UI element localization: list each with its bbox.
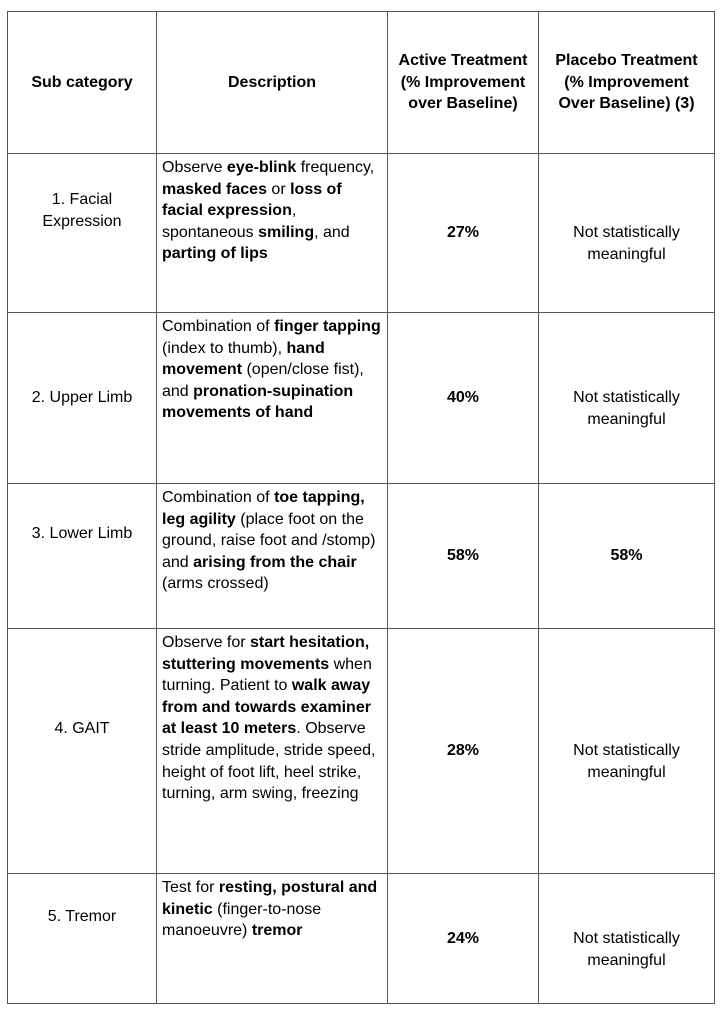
description-text: (open/close fist), and	[162, 361, 364, 400]
description-emphasis: smiling	[258, 223, 315, 241]
description-text: (place foot on the ground, raise foot and /stomp) and	[162, 510, 376, 571]
header-description: Description	[157, 12, 388, 154]
table-row	[8, 629, 715, 874]
description-text: Test for	[162, 879, 219, 896]
description-text: . Observe stride amplitude, stride speed, height of foot lift, heel strike, turning, arm swing, freezing	[162, 720, 376, 803]
description-text: Observe	[162, 159, 227, 176]
sub-category-cell: 4. GAIT	[8, 629, 157, 874]
description-emphasis: walk away from and towards examiner at least 10 meters	[162, 677, 371, 738]
header-placebo-treatment: Placebo Treatment (% Improvement Over Baseline) (3)	[539, 12, 715, 154]
active-value: 40%	[388, 313, 539, 484]
description-emphasis: toe tapping, leg agility	[162, 489, 365, 528]
description-emphasis: hand movement	[162, 339, 325, 379]
active-value: 24%	[388, 874, 539, 1004]
description-text: , and	[314, 223, 350, 241]
description-emphasis: resting, postural and kinetic	[162, 879, 378, 918]
description-emphasis: tremor	[251, 922, 303, 940]
description-text: or	[266, 180, 291, 198]
active-value: 58%	[388, 484, 539, 629]
placebo-value: Not statistically meaningful	[539, 154, 715, 313]
description-cell	[157, 313, 388, 484]
description-text: frequency,	[296, 159, 375, 176]
description-emphasis: finger tapping	[274, 318, 381, 335]
active-value: 27%	[388, 154, 539, 313]
description-text: Combination of	[162, 318, 275, 335]
results-table	[7, 11, 715, 1004]
sub-category-cell: 1. Facial Expression	[8, 154, 157, 313]
placebo-value: 58%	[539, 484, 715, 629]
description-text: (finger-to-nose manoeuvre)	[162, 900, 322, 940]
table-row	[8, 154, 715, 313]
header-sub-category: Sub category	[8, 12, 157, 154]
description-cell	[157, 154, 388, 313]
description-cell	[157, 484, 388, 629]
active-value: 28%	[388, 629, 539, 874]
description-emphasis: pronation-supination movements of hand	[162, 382, 354, 422]
placebo-value: Not statistically meaningful	[539, 313, 715, 484]
table-row	[8, 874, 715, 1004]
sub-category-cell: 5. Tremor	[8, 874, 157, 1004]
description-emphasis: eye-blink	[226, 159, 297, 176]
description-emphasis: masked faces	[162, 180, 267, 198]
description-text: (arms crossed)	[162, 575, 269, 593]
description-emphasis: loss of facial expression	[162, 180, 342, 220]
placebo-value: Not statistically meaningful	[539, 629, 715, 874]
description-emphasis: parting of lips	[162, 245, 268, 263]
description-text: when turning. Patient to	[162, 655, 372, 695]
table-row	[8, 313, 715, 484]
description-cell	[157, 629, 388, 874]
sub-category-cell: 3. Lower Limb	[8, 484, 157, 629]
sub-category-cell: 2. Upper Limb	[8, 313, 157, 484]
description-text: , spontaneous	[162, 202, 297, 241]
table-header-row	[8, 12, 715, 154]
description-emphasis: start hesitation, stuttering movements	[162, 634, 370, 673]
description-text: (index to thumb),	[162, 339, 287, 357]
description-text: Combination of	[162, 489, 275, 506]
description-cell	[157, 874, 388, 1004]
description-text: Observe for	[162, 634, 251, 651]
description-emphasis: arising from the chair	[193, 553, 357, 571]
placebo-value: Not statistically meaningful	[539, 874, 715, 1004]
header-active-treatment: Active Treatment (% Improvement over Baseline)	[388, 12, 539, 154]
table-row	[8, 484, 715, 629]
